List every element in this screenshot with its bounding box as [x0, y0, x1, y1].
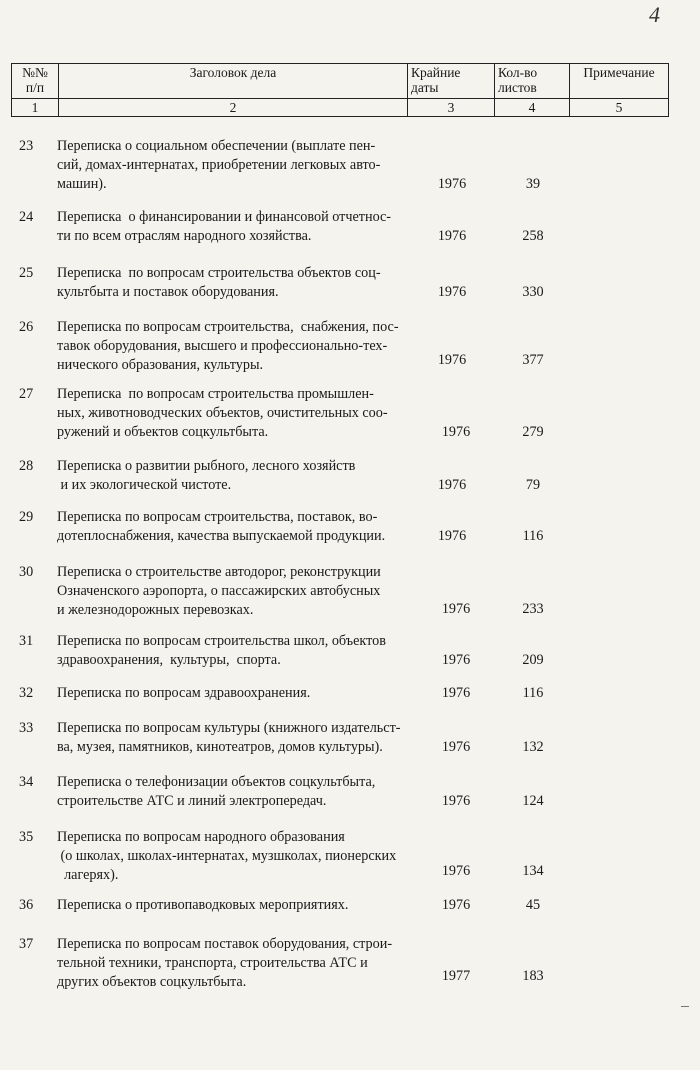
header-num-2: 2 — [59, 99, 408, 117]
entry-title-line: здравоохранения, культуры, спорта. — [57, 652, 281, 668]
scan-edge-mark — [681, 1006, 689, 1007]
entry-year: 1976 — [437, 228, 467, 244]
entry-title-line: Означенского аэропорта, о пассажирских автобусных — [57, 583, 381, 599]
entry-year: 1976 — [441, 793, 471, 809]
entry-title-line: Переписка по вопросам строительства, поставок, во- — [57, 509, 378, 525]
entry-title — [57, 632, 432, 670]
entry-title-line: Переписка о телефонизации объектов соцкультбыта, — [57, 774, 376, 790]
entry-number: 37 — [19, 936, 34, 952]
header-col-sheets: Кол-во листов — [495, 64, 570, 99]
entry-title-line: и их экологической чистоте. — [57, 477, 232, 493]
entry-title-line: машин). — [57, 176, 107, 192]
header-num-1: 1 — [12, 99, 59, 117]
header-col-number: №№ п/п — [12, 64, 59, 99]
entry-number: 36 — [19, 897, 34, 913]
entry-year: 1976 — [441, 424, 471, 440]
inventory-table-header — [11, 63, 669, 117]
header-num-3: 3 — [408, 99, 495, 117]
entry-title-line: Переписка о социальном обеспечении (выплате пен- — [57, 138, 376, 154]
entry-title — [57, 896, 432, 915]
page-number: 4 — [649, 2, 660, 27]
entry-title-line: Переписка о развитии рыбного, лесного хозяйств — [57, 458, 356, 474]
entry-title-line: ти по всем отраслям народного хозяйства. — [57, 228, 312, 244]
entry-number: 24 — [19, 209, 34, 225]
entry-sheet-count: 79 — [525, 477, 541, 493]
entry-year: 1976 — [441, 739, 471, 755]
entry-title-line: Переписка о противопаводковых мероприятиях. — [57, 897, 349, 913]
entry-title — [57, 385, 432, 442]
entry-title — [57, 318, 432, 375]
entry-year: 1976 — [437, 528, 467, 544]
entry-title-line: Переписка по вопросам строительства школ, объектов — [57, 633, 386, 649]
entry-sheet-count: 258 — [522, 228, 544, 244]
entry-year: 1976 — [437, 176, 467, 192]
entry-title-line: Переписка о строительстве автодорог, реконструкции — [57, 564, 381, 580]
entry-sheet-count: 124 — [522, 793, 544, 809]
entry-sheet-count: 134 — [522, 863, 544, 879]
entry-number: 32 — [19, 685, 34, 701]
entry-year: 1976 — [441, 897, 471, 913]
entry-sheet-count: 279 — [522, 424, 544, 440]
entry-title-line: тавок оборудования, высшего и профессионально-тех- — [57, 338, 388, 354]
entry-title — [57, 719, 432, 757]
entry-title-line: сий, домах-интернатах, приобретении легковых авто- — [57, 157, 381, 173]
entry-title — [57, 563, 432, 620]
entry-year: 1976 — [441, 601, 471, 617]
entry-year: 1976 — [437, 477, 467, 493]
header-num-5: 5 — [570, 99, 669, 117]
entry-number: 23 — [19, 138, 34, 154]
entry-title — [57, 773, 432, 811]
entry-number: 25 — [19, 265, 34, 281]
entry-title-line: Переписка о финансировании и финансовой отчетнос- — [57, 209, 392, 225]
entry-year: 1976 — [437, 352, 467, 368]
entry-title-line: Переписка по вопросам народного образования — [57, 829, 345, 845]
header-col-note: Примечание — [570, 64, 669, 99]
entry-title-line: Переписка по вопросам культуры (книжного издательст- — [57, 720, 401, 736]
entry-title — [57, 264, 432, 302]
entry-number: 31 — [19, 633, 34, 649]
entry-title-line: Переписка по вопросам строительства объектов соц- — [57, 265, 381, 281]
entry-title-line: дотеплоснабжения, качества выпускаемой продукции. — [57, 528, 386, 544]
header-col-dates: Крайние даты — [408, 64, 495, 99]
entry-title-line: лагерях). — [57, 867, 119, 883]
entry-sheet-count: 233 — [522, 601, 544, 617]
entry-sheet-count: 377 — [522, 352, 544, 368]
entry-title-line: нического образования, культуры. — [57, 357, 264, 373]
entry-title-line: тельной техники, транспорта, строительства АТС и — [57, 955, 368, 971]
entry-year: 1977 — [441, 968, 471, 984]
entry-title — [57, 935, 432, 992]
entry-title — [57, 137, 432, 194]
entry-number: 27 — [19, 386, 34, 402]
entry-title-line: строительстве АТС и линий электропередач. — [57, 793, 327, 809]
entry-sheet-count: 116 — [522, 685, 544, 701]
entry-title-line: Переписка по вопросам строительства промышлен- — [57, 386, 374, 402]
entry-number: 26 — [19, 319, 34, 335]
entry-title — [57, 508, 432, 546]
entry-number: 34 — [19, 774, 34, 790]
entry-title — [57, 684, 432, 703]
entry-title-line: Переписка по вопросам здравоохранения. — [57, 685, 311, 701]
entry-title-line: ных, животноводческих объектов, очистительных соо- — [57, 405, 388, 421]
entry-number: 29 — [19, 509, 34, 525]
entry-title-line: и железнодорожных перевозках. — [57, 602, 254, 618]
entry-title — [57, 457, 432, 495]
entry-year: 1976 — [441, 652, 471, 668]
entry-title — [57, 828, 432, 885]
entry-title-line: Переписка по вопросам строительства, снабжения, пос- — [57, 319, 399, 335]
header-num-4: 4 — [495, 99, 570, 117]
entry-sheet-count: 45 — [525, 897, 541, 913]
entry-sheet-count: 116 — [522, 528, 544, 544]
entry-title-line: Переписка по вопросам поставок оборудования, строи- — [57, 936, 393, 952]
entry-number: 35 — [19, 829, 34, 845]
header-col-title: Заголовок дела — [59, 64, 408, 99]
entry-title-line: (о школах, школах-интернатах, музшколах, пионерских — [57, 848, 397, 864]
entry-number: 28 — [19, 458, 34, 474]
entry-year: 1976 — [441, 863, 471, 879]
entry-number: 33 — [19, 720, 34, 736]
entry-title-line: других объектов соцкультбыта. — [57, 974, 247, 990]
entry-sheet-count: 183 — [522, 968, 544, 984]
entry-title — [57, 208, 432, 246]
entry-sheet-count: 39 — [525, 176, 541, 192]
entry-title-line: ва, музея, памятников, кинотеатров, домов культуры). — [57, 739, 383, 755]
entry-number: 30 — [19, 564, 34, 580]
entry-sheet-count: 209 — [522, 652, 544, 668]
entry-title-line: культбыта и поставок оборудования. — [57, 284, 279, 300]
entry-year: 1976 — [441, 685, 471, 701]
entry-sheet-count: 132 — [522, 739, 544, 755]
entry-year: 1976 — [437, 284, 467, 300]
entry-sheet-count: 330 — [522, 284, 544, 300]
entry-title-line: ружений и объектов соцкультбыта. — [57, 424, 269, 440]
